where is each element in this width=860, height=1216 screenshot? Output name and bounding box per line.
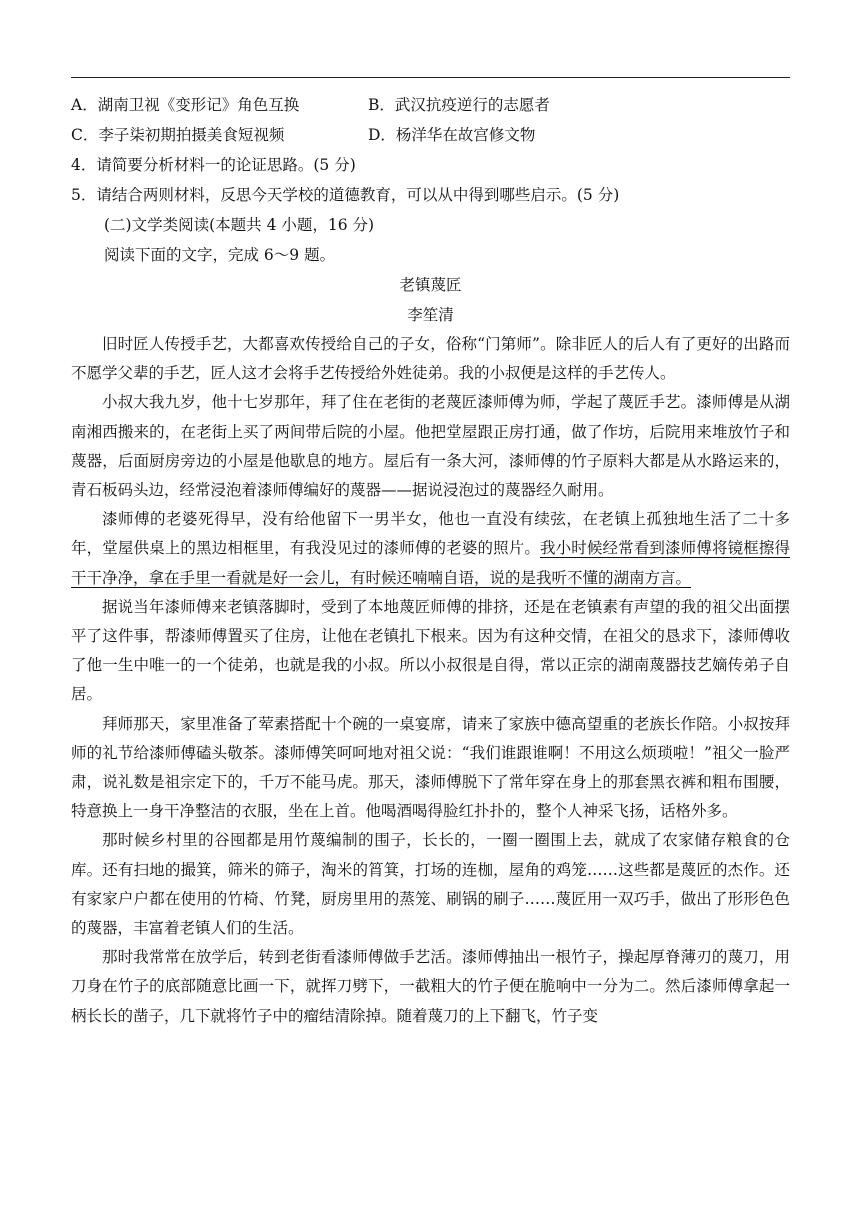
options-row-ab xyxy=(71,90,790,120)
option-d: D．杨洋华在故宫修文物 xyxy=(368,126,536,144)
story-paragraph-4: 据说当年漆师傅来老镇落脚时，受到了本地蔑匠师傅的排挤，还是在老镇素有声望的我的祖父出面摆平了这件事，帮漆师傅置买了住房，让他在老镇扎下根来。因为有这种交情，在祖父的恳求下，漆师傅收了他一生中唯一的一个徒弟，也就是我的小叔。所以小叔很是自得，常以正宗的湖南蔑器技艺嫡传弟子自居。 xyxy=(71,597,790,704)
section-instruction: 阅读下面的文字，完成 6～9 题。 xyxy=(104,246,336,264)
story-paragraph-2: 小叔大我九岁，他十七岁那年，拜了住在老街的老蔑匠漆师傅为师，学起了蔑匠手艺。漆师傅是从湖南湘西搬来的，在老街上买了两间带后院的小屋。他把堂屋跟正房打通，做了作坊，后院用来堆放竹子和蔑器，后面厨房旁边的小屋是他歇息的地方。屋后有一条大河，漆师傅的竹子原料大都是从水路运来的，青石板码头边，经常浸泡着漆师傅编好的蔑器——据说浸泡过的蔑器经久耐用。 xyxy=(71,393,790,500)
question-4: 4．请简要分析材料一的论证思路。(5 分) xyxy=(71,156,356,174)
option-c: C．李子柒初期拍摄美食短视频 xyxy=(71,126,285,144)
story-author: 李笙清 xyxy=(407,306,454,324)
story-paragraph-6: 那时候乡村里的谷囤都是用竹蔑编制的围子，长长的，一圈一圈围上去，就成了农家储存粮食的仓库。还有扫地的撮箕，筛米的筛子，淘米的筲箕，打场的连枷，屋角的鸡笼……这些都是蔑匠的杰作。还有家家户户都在使用的竹椅、竹凳，厨房里用的蒸笼、刷锅的刷子……蔑匠用一双巧手，做出了形形色色的蔑器，丰富着老镇人们的生活。 xyxy=(71,831,790,938)
header-rule xyxy=(71,77,790,78)
question-5: 5．请结合两则材料，反思今天学校的道德教育，可以从中得到哪些启示。(5 分) xyxy=(71,186,620,204)
options-row-cd xyxy=(71,120,790,150)
option-b: B．武汉抗疫逆行的志愿者 xyxy=(368,96,550,114)
story-title: 老镇蔑匠 xyxy=(399,276,462,294)
story-paragraph-3 xyxy=(71,505,790,593)
story-paragraph-1: 旧时匠人传授手艺，大都喜欢传授给自己的子女，俗称“门第师”。除非匠人的后人有了更好的出路而不愿学父辈的手艺，匠人这才会将手艺传授给外姓徒弟。我的小叔便是这样的手艺传人。 xyxy=(71,335,790,383)
document-page xyxy=(71,90,790,1031)
story-paragraph-5: 拜师那天，家里准备了荤素搭配十个碗的一桌宴席，请来了家族中德高望重的老族长作陪。小叔按拜师的礼节给漆师傅磕头敬茶。漆师傅笑呵呵地对祖父说：“我们谁跟谁啊！不用这么烦琐啦！”祖父一脸严肃，说礼数是祖宗定下的，千万不能马虎。那天，漆师傅脱下了常年穿在身上的那套黑衣裤和粗布围腰，特意换上一身干净整洁的衣服，坐在上首。他喝酒喝得脸红扑扑的，整个人神采飞扬，话格外多。 xyxy=(71,714,790,821)
paragraph-3-text: 漆师傅的老婆死得早，没有给他留下一男半女，他也一直没有续弦，在老镇上孤独地生活了二十多年，堂屋供桌上的黑边相框里，有我没见过的漆师傅的老婆的照片。 xyxy=(71,510,790,558)
section-heading: (二)文学类阅读(本题共 4 小题，16 分) xyxy=(104,216,375,234)
option-a: A．湖南卫视《变形记》角色互换 xyxy=(71,96,300,114)
underlined-sentence: 我小时候经常看到漆师傅将镜框擦得干干净净，拿在手里一看就是好一会儿，有时候还喃喃自语，说的是我听不懂的湖南方言。 xyxy=(71,539,790,587)
story-paragraph-7: 那时我常常在放学后，转到老街看漆师傅做手艺活。漆师傅抽出一根竹子，操起厚脊薄刃的蔑刀，用刀身在竹子的底部随意比画一下，就挥刀劈下，一截粗大的竹子便在脆响中一分为二。然后漆师傅拿起一柄长长的凿子，几下就将竹子中的瘤结清除掉。随着蔑刀的上下翻飞，竹子变 xyxy=(71,948,790,1025)
